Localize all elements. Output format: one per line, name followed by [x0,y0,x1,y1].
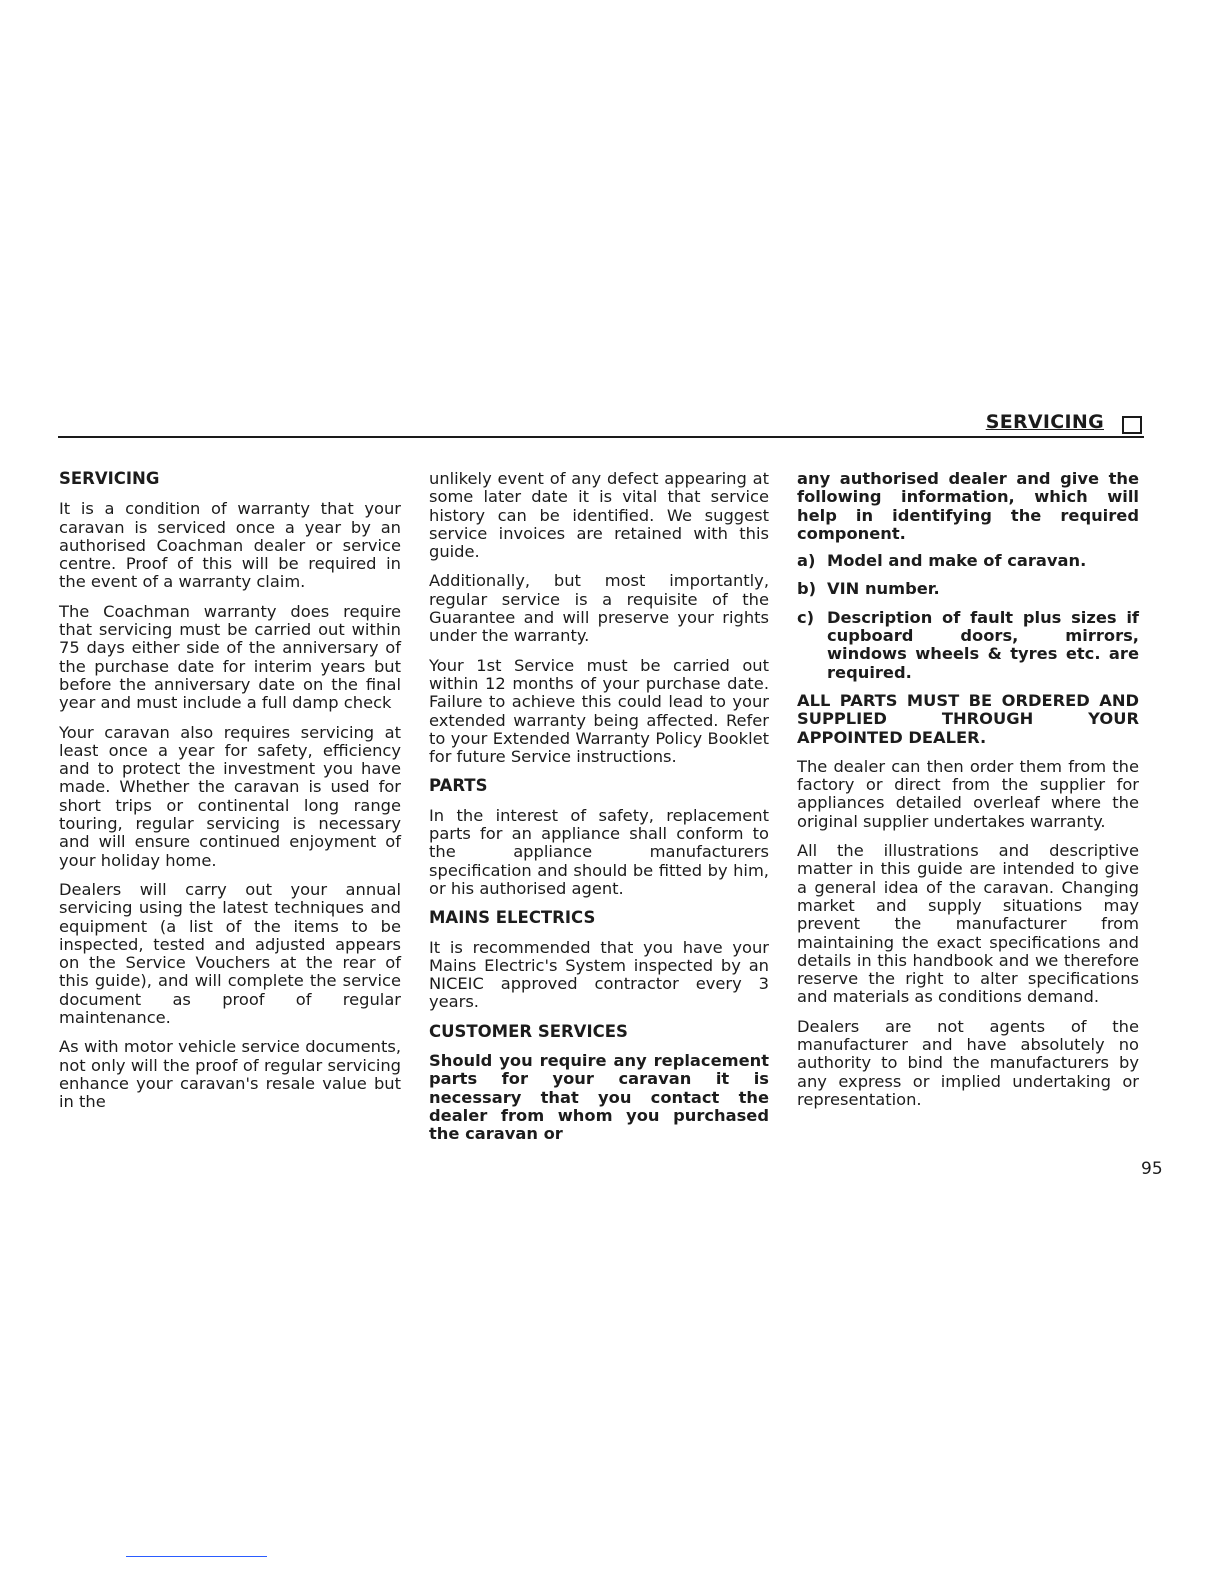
mains-electrics-heading: MAINS ELECTRICS [429,908,596,928]
list-item-text: VIN number. [827,579,940,599]
parts-paragraph: In the interest of safety, replacement parts for an appliance shall conform to the appliance manufacturers specification and should be fitted by him, or his authorised agent. [429,805,769,898]
list-item [797,580,1139,598]
customer-services-heading: CUSTOMER SERVICES [429,1021,628,1041]
page-header [58,408,1144,438]
paragraph: As with motor vehicle service documents, not only will the proof of regular servicing enhance your caravan's resale value but in the [59,1037,401,1112]
paragraph: It is a condition of warranty that your caravan is serviced once a year by an authorised Coachman dealer or service centre. Proof of this will be required in the event of a warranty claim. [59,499,401,592]
mains-electrics-paragraph: It is recommended that you have your Mains Electric's System inspected by an NICEIC approved contractor every 3 years. [429,937,769,1012]
column-2 [429,470,769,1155]
column-3 [797,470,1139,1120]
paragraph: The Coachman warranty does require that servicing must be carried out within 75 days either side of the anniversary of the purchase date for interim years but before the anniversary date on the final year and must include a full damp check [59,601,401,713]
column-1 [59,470,401,1123]
customer-services-paragraph: Should you require any replacement parts for your caravan it is necessary that you contact the dealer from whom you purchased the caravan or [429,1051,769,1144]
paragraph: Your 1st Service must be carried out within 12 months of your purchase date. Failure to achieve this could lead to your extended warranty being affected. Refer to your Extended Warranty Policy Booklet for future Service instructions. [429,655,769,767]
list-item-text: Model and make of caravan. [827,551,1087,571]
list-item-label: c) [797,607,815,627]
list-item-label: a) [797,551,816,571]
customer-services-continued: any authorised dealer and give the following information, which will help in identifying the required component. [797,469,1139,543]
paragraph: Your caravan also requires servicing at least once a year for safety, efficiency and to protect the investment you have made. Whether the caravan is used for short trips or continental long range touring, regular servicing is necessary and will ensure continued enjoyment of your holiday home. [59,722,401,870]
parts-heading: PARTS [429,776,488,796]
paragraph: unlikely event of any defect appearing at some later date it is vital that service history can be identified. We suggest service invoices are retained with this guide. [429,469,769,562]
ordering-notice: ALL PARTS MUST BE ORDERED AND SUPPLIED THROUGH YOUR APPOINTED DEALER. [797,690,1139,747]
paragraph: All the illustrations and descriptive matter in this guide are intended to give a general idea of the caravan. Changing market and supply situations may prevent the manufacturer from maintaining the exact specifications and details in this handbook and we therefore reserve the right to alter specifications and materials as conditions demand. [797,841,1139,1007]
list-item [797,609,1139,682]
paragraph: Additionally, but most importantly, regular service is a requisite of the Guarantee and will preserve your rights under the warranty. [429,571,769,646]
page-number: 95 [1141,1159,1163,1179]
list-item [797,552,1139,570]
servicing-heading: SERVICING [59,469,160,488]
paragraph: The dealer can then order them from the factory or direct from the supplier for appliances detailed overleaf where the original supplier undertakes warranty. [797,756,1139,831]
paragraph: Dealers will carry out your annual servicing using the latest techniques and equipment (a list of the items to be inspected, tested and adjusted appears on the Service Vouchers at the rear of this guide), and will complete the service document as proof of regular maintenance. [59,879,401,1028]
square-box-icon [1122,416,1142,434]
paragraph: Dealers are not agents of the manufacturer and have absolutely no authority to bind the manufacturers by any express or implied undertaking or representation. [797,1016,1139,1109]
footer-rule [126,1556,267,1557]
list-item-label: b) [797,579,817,599]
list-item-text: Description of fault plus sizes if cupboard doors, mirrors, windows wheels & tyres etc. are required. [827,607,1139,682]
section-title: SERVICING [985,411,1104,433]
